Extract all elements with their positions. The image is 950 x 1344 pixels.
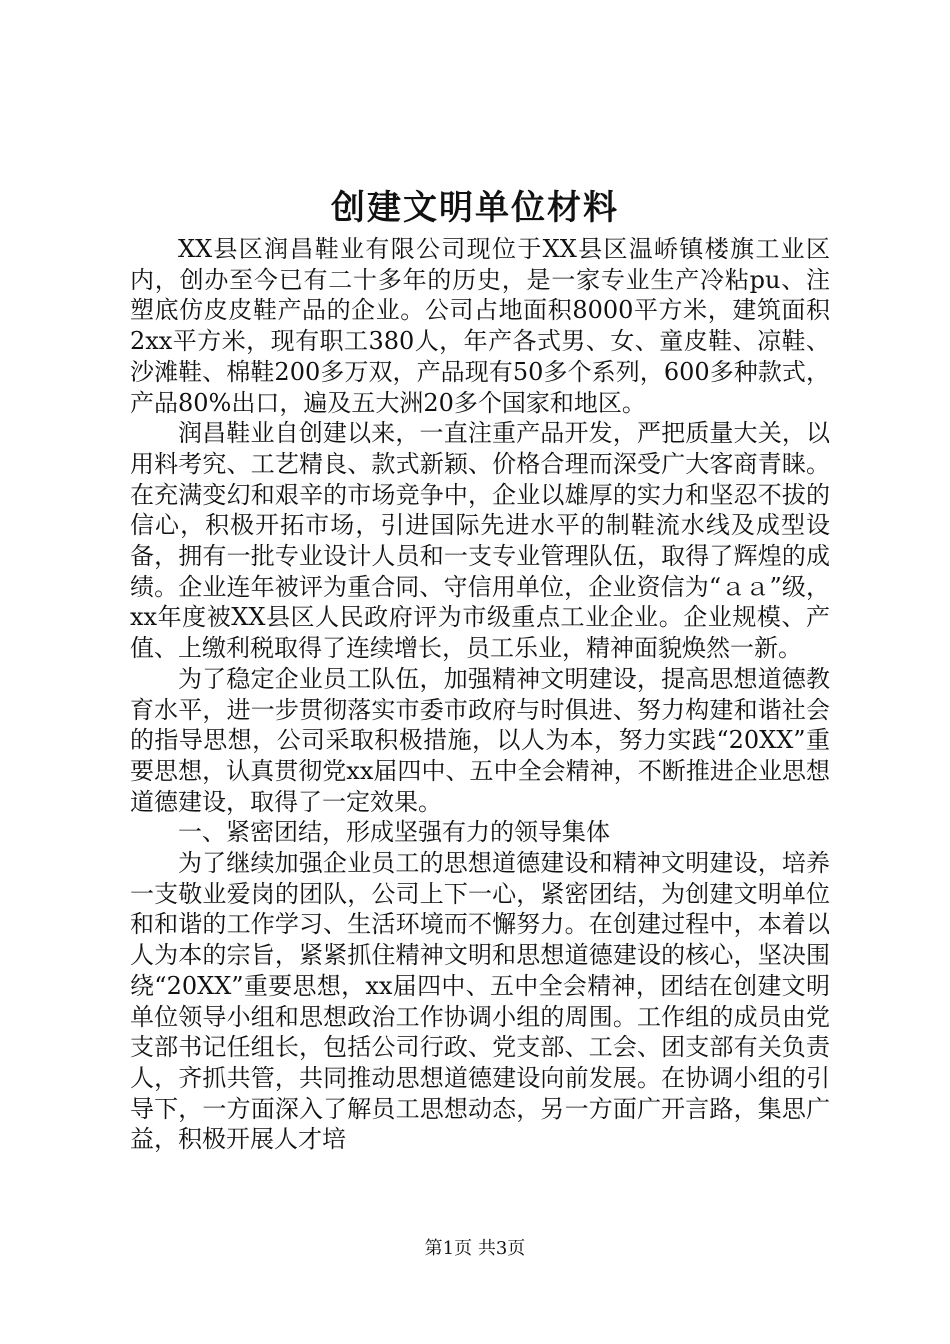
paragraph-company-intro: XX县区润昌鞋业有限公司现位于XX县区温峤镇楼旗工业区内，创办至今已有二十多年的历史，是一家专业生产冷粘pu、注塑底仿皮皮鞋产品的企业。公司占地面积8000平方米，建筑面积2xx平方米，现有职工380人，年产各式男、女、童皮鞋、凉鞋、沙滩鞋、棉鞋200多万双，产品现有50多个系列，600多种款式，产品80%出口，遍及五大洲20多个国家和地区。 bbox=[130, 235, 830, 417]
section-heading-1: 一、紧密团结，形成坚强有力的领导集体 bbox=[178, 818, 610, 847]
page-number-footer: 第1页 共3页 bbox=[424, 1238, 526, 1259]
paragraph-measures: 为了稳定企业员工队伍，加强精神文明建设，提高思想道德教育水平，进一步贯彻落实市委市政府与时俱进、努力构建和谐社会的指导思想，公司采取积极措施，以人为本，努力实践“20XX”重要思想，认真贯彻党xx届四中、五中全会精神，不断推进企业思想道德建设，取得了一定效果。 bbox=[130, 664, 830, 816]
document-body bbox=[130, 234, 830, 1155]
paragraph-development: 润昌鞋业自创建以来，一直注重产品开发，严把质量大关，以用料考究、工艺精良、款式新颖、价格合理而深受广大客商青睐。在充满变幻和艰辛的市场竞争中，企业以雄厚的实力和坚忍不拔的信心，积极开拓市场，引进国际先进水平的制鞋流水线及成型设备，拥有一批专业设计人员和一支专业管理队伍，取得了辉煌的成绩。企业连年被评为重合同、守信用单位，企业资信为“ａａ”级，xx年度被XX县区人民政府评为市级重点工业企业。企业规模、产值、上缴利税取得了连续增长，员工乐业，精神面貌焕然一新。 bbox=[130, 419, 830, 663]
document-title: 创建文明单位材料 bbox=[331, 188, 619, 228]
paragraph-leadership: 为了继续加强企业员工的思想道德建设和精神文明建设，培养一支敬业爱岗的团队，公司上下一心，紧密团结，为创建文明单位和和谐的工作学习、生活环境而不懈努力。在创建过程中，本着以人为本的宗旨，紧紧抓住精神文明和思想道德建设的核心，坚决围绕“20XX”重要思想，xx届四中、五中全会精神，团结在创建文明单位领导小组和思想政治工作协调小组的周围。工作组的成员由党支部书记任组长，包括公司行政、党支部、工会、团支部有关负责人，齐抓共管，共同推动思想道德建设向前发展。在协调小组的引导下，一方面深入了解员工思想动态，另一方面广开言路，集思广益，积极开展人才培 bbox=[130, 849, 830, 1154]
